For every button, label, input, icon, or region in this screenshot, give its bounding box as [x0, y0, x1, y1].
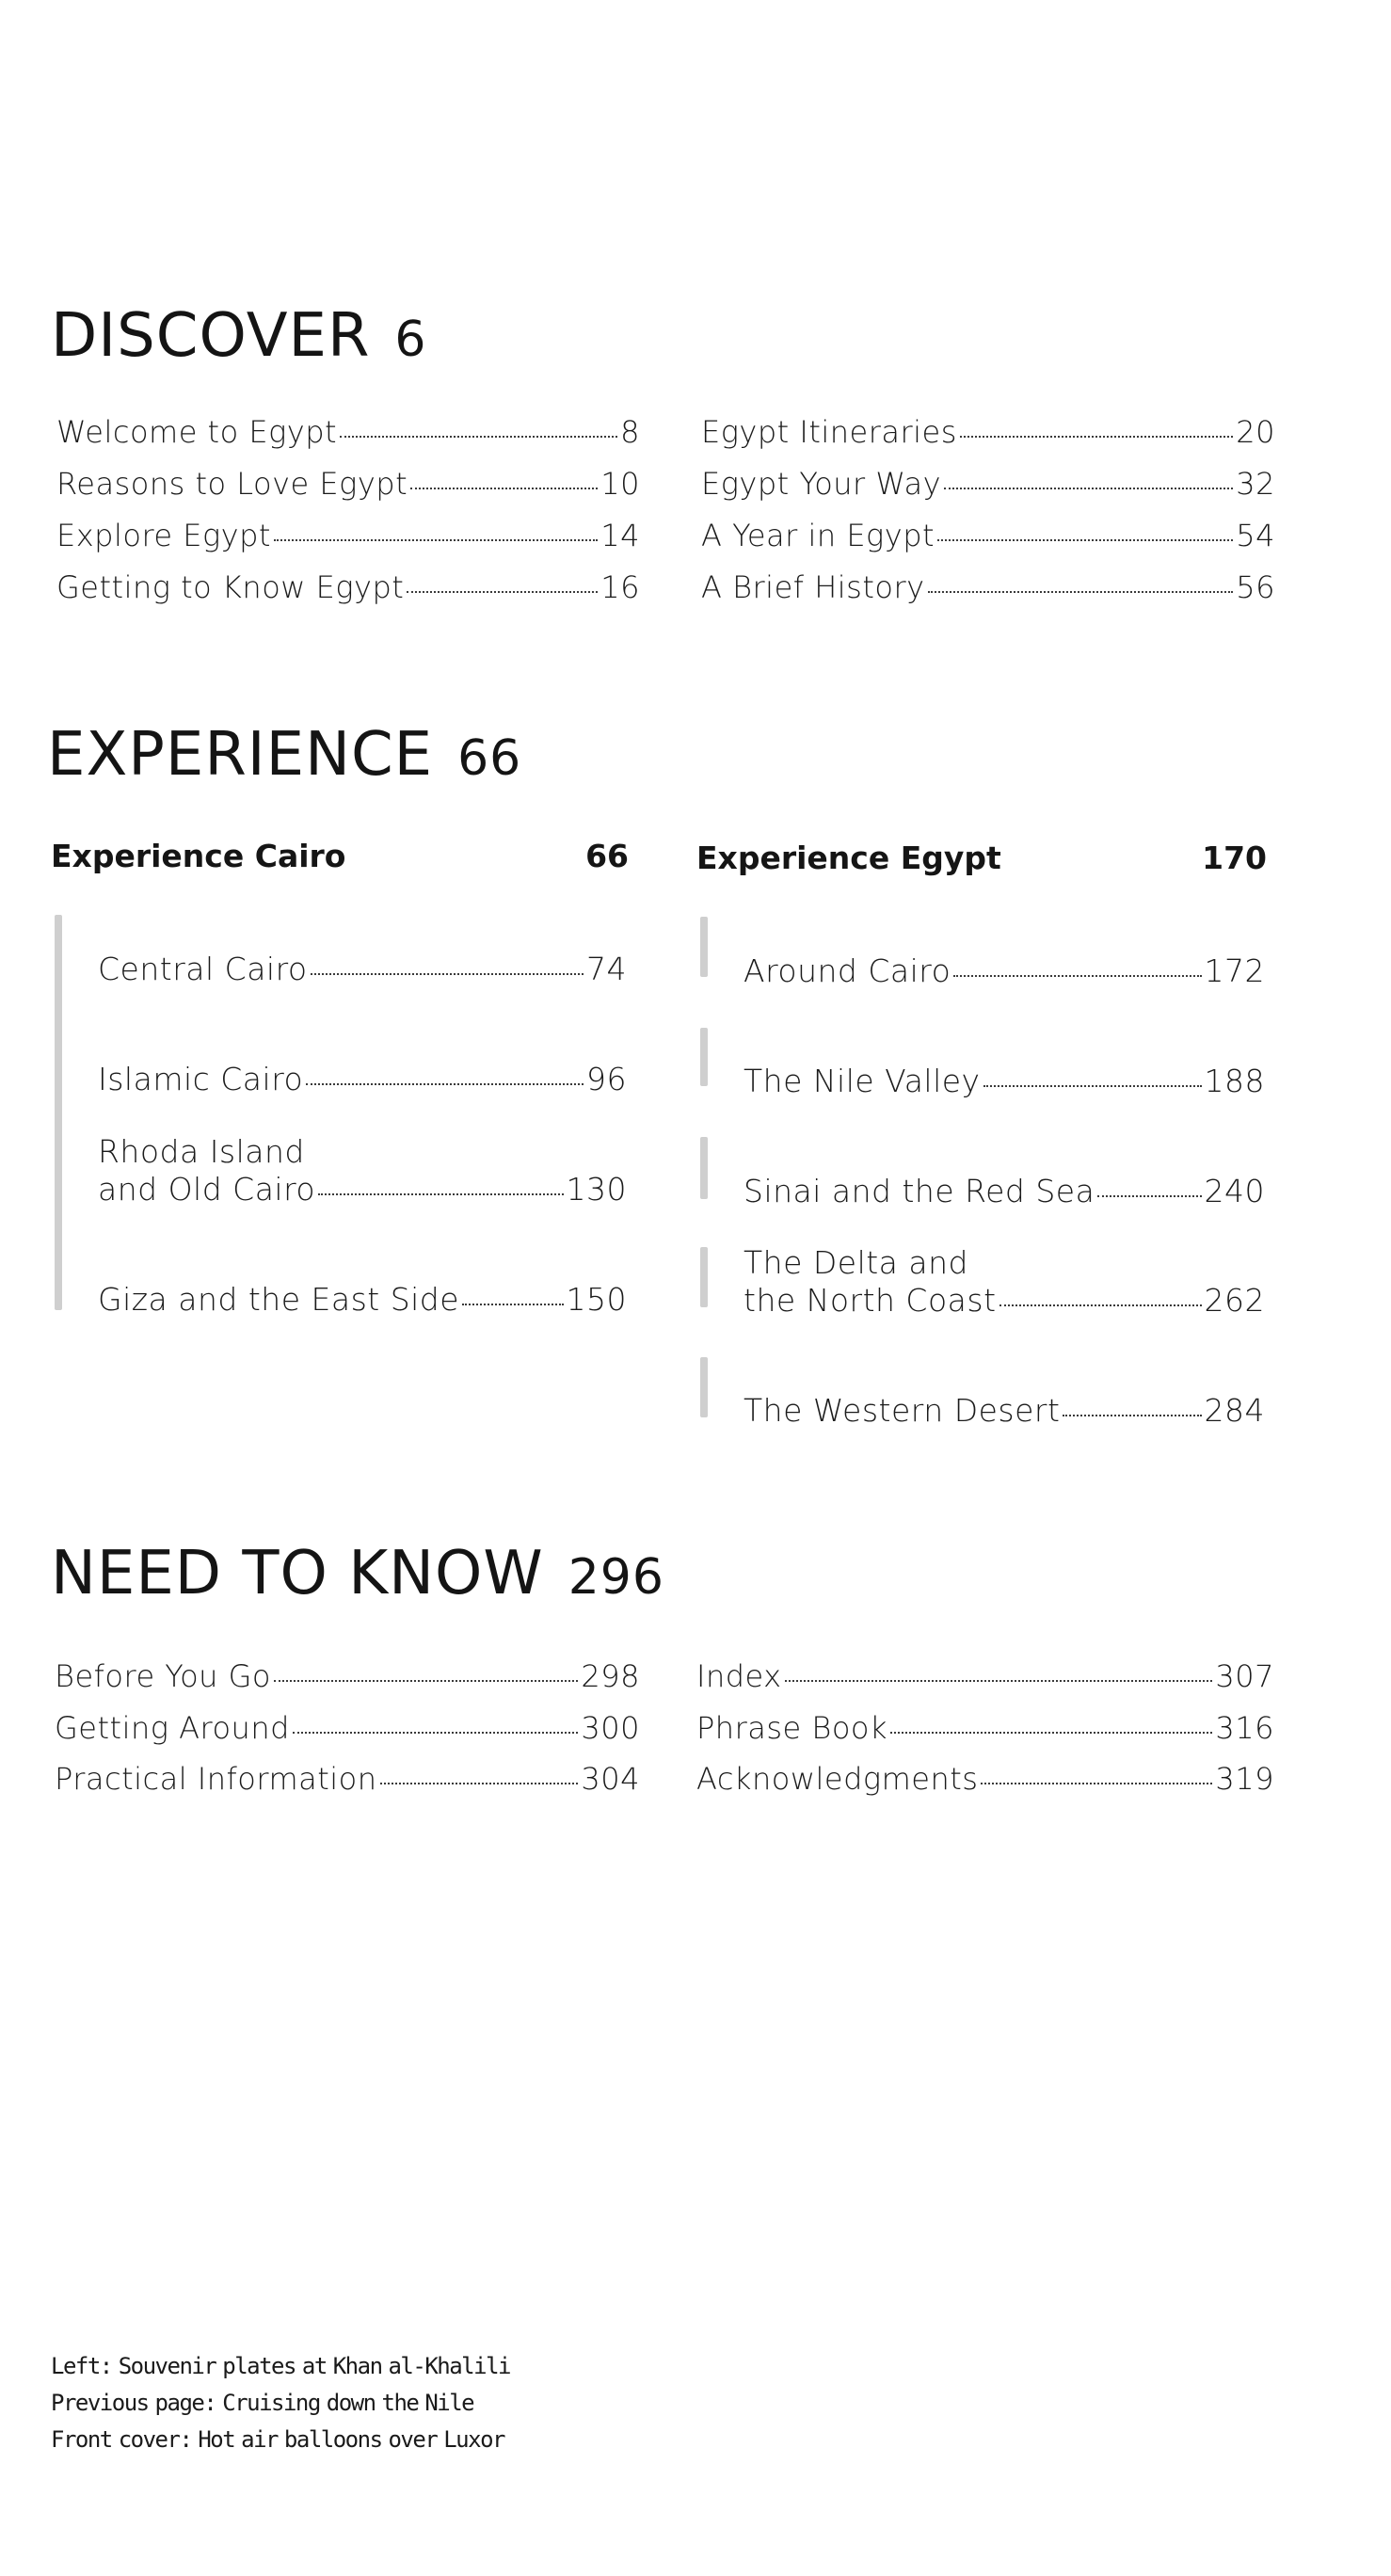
toc-entry[interactable]: Explore Egypt 14 [56, 518, 640, 553]
subsection-heading-egypt[interactable]: Experience Egypt 170 [696, 840, 1267, 876]
toc-entry[interactable]: Giza and the East Side 150 [98, 1281, 627, 1318]
section-title-text: EXPERIENCE [47, 720, 434, 790]
leader-dots [306, 1083, 584, 1085]
toc-entry[interactable]: Around Cairo 172 [743, 952, 1265, 989]
leader-dots [1063, 1415, 1201, 1416]
toc-entry[interactable]: Rhoda Island and Old Cairo 130 [98, 1133, 627, 1208]
leader-dots [1097, 1195, 1201, 1197]
leader-dots [311, 973, 584, 975]
caption-line: Previous page: Cruising down the Nile [51, 2390, 474, 2416]
toc-entry[interactable]: Egypt Itineraries 20 [701, 414, 1275, 450]
leader-dots [890, 1732, 1212, 1734]
section-title-need-to-know [51, 1539, 664, 1608]
toc-entry[interactable]: Egypt Your Way 32 [701, 466, 1275, 502]
section-page-number: 66 [457, 730, 522, 787]
toc-entry[interactable]: The Delta and the North Coast 262 [743, 1244, 1265, 1319]
toc-entry[interactable]: The Nile Valley 188 [743, 1063, 1265, 1099]
toc-entry[interactable]: A Brief History 56 [701, 569, 1275, 605]
toc-entry[interactable]: Getting Around 300 [55, 1710, 640, 1746]
leader-dots [999, 1304, 1202, 1306]
section-page-number: 6 [394, 312, 427, 368]
leader-dots [340, 436, 617, 438]
color-bar [700, 1247, 708, 1307]
leader-dots [318, 1193, 563, 1195]
toc-entry[interactable]: Phrase Book 316 [696, 1710, 1274, 1746]
caption-line: Left: Souvenir plates at Khan al-Khalili [51, 2353, 510, 2379]
leader-dots [937, 539, 1233, 541]
leader-dots [953, 975, 1201, 977]
leader-dots [462, 1304, 563, 1305]
section-title-text: DISCOVER [51, 301, 371, 371]
section-page-number: 296 [568, 1549, 664, 1606]
color-bar [700, 1357, 708, 1417]
toc-entry[interactable]: A Year in Egypt 54 [701, 518, 1275, 553]
subsection-heading-cairo[interactable]: Experience Cairo 66 [51, 838, 629, 874]
toc-entry[interactable]: Acknowledgments 319 [696, 1761, 1274, 1797]
leader-dots [293, 1732, 579, 1734]
toc-entry[interactable]: Index 307 [696, 1658, 1274, 1694]
color-bar [700, 1137, 708, 1199]
color-bar [700, 917, 708, 977]
leader-dots [960, 436, 1233, 438]
section-title-experience [47, 720, 521, 790]
toc-entry[interactable]: Getting to Know Egypt 16 [56, 569, 640, 605]
photo-captions [51, 2348, 510, 2458]
toc-entry[interactable]: Practical Information 304 [55, 1761, 640, 1797]
color-bar [700, 1028, 708, 1086]
leader-dots [407, 591, 598, 593]
toc-entry[interactable]: Central Cairo 74 [98, 951, 627, 987]
color-bar [55, 915, 62, 1310]
leader-dots [380, 1783, 579, 1784]
toc-entry[interactable]: Reasons to Love Egypt 10 [56, 466, 640, 502]
section-title-discover [51, 301, 427, 371]
toc-entry[interactable]: Sinai and the Red Sea 240 [743, 1173, 1265, 1209]
section-title-text: NEED TO KNOW [51, 1539, 544, 1608]
leader-dots [981, 1783, 1212, 1784]
leader-dots [274, 539, 598, 541]
toc-entry[interactable]: Before You Go 298 [55, 1658, 640, 1694]
leader-dots [928, 591, 1234, 593]
leader-dots [785, 1680, 1213, 1682]
toc-entry[interactable]: Islamic Cairo 96 [98, 1061, 627, 1097]
leader-dots [944, 488, 1233, 489]
caption-line: Front cover: Hot air balloons over Luxor [51, 2426, 504, 2453]
toc-entry[interactable]: Welcome to Egypt 8 [56, 414, 640, 450]
leader-dots [274, 1680, 578, 1682]
toc-entry[interactable]: The Western Desert 284 [743, 1392, 1265, 1429]
leader-dots [983, 1085, 1202, 1087]
leader-dots [410, 488, 598, 489]
